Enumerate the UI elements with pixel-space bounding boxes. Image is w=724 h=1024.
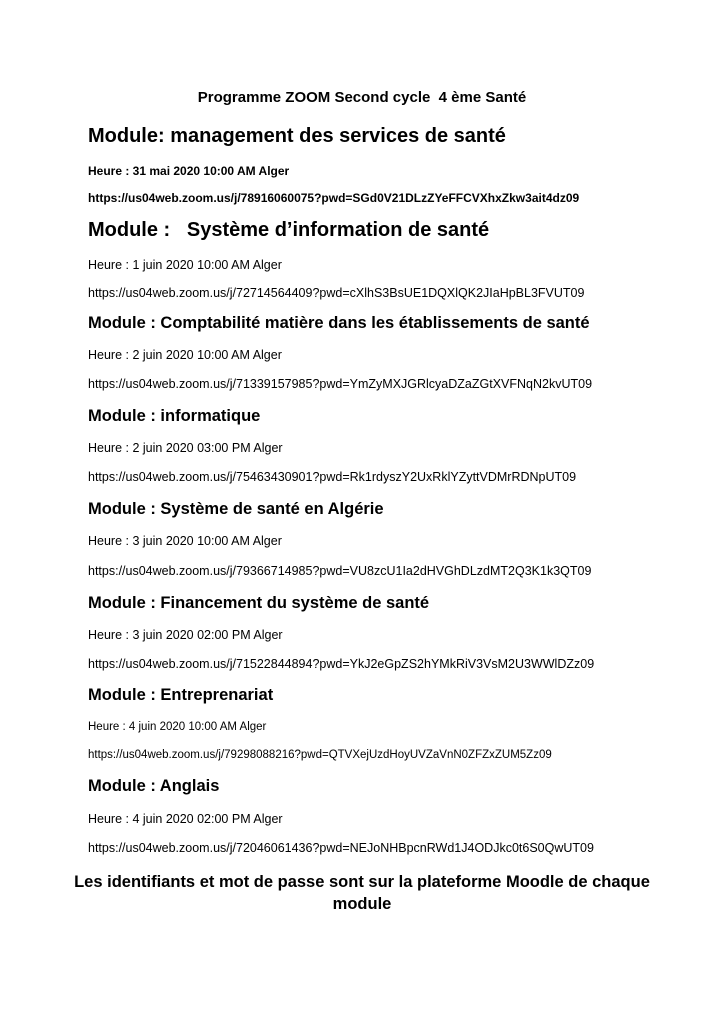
module-title-systeme-information: Module : Système d’information de santé <box>88 219 490 241</box>
module-title-entreprenariat: Module : Entreprenariat <box>88 686 274 704</box>
module-time-systeme-sante-algerie: Heure : 3 juin 2020 10:00 AM Alger <box>88 534 282 548</box>
module-title-anglais: Module : Anglais <box>88 777 220 795</box>
module-link-financement[interactable]: https://us04web.zoom.us/j/71522844894?pwd=YkJ2eGpZS2hYMkRiV3VsM2U3WWlDZz09 <box>88 657 595 671</box>
module-title-informatique: Module : informatique <box>88 407 261 425</box>
module-title-systeme-sante-algerie: Module : Système de santé en Algérie <box>88 500 384 518</box>
module-time-anglais: Heure : 4 juin 2020 02:00 PM Alger <box>88 812 283 826</box>
module-time-management: Heure : 31 mai 2020 10:00 AM Alger <box>88 164 290 178</box>
module-time-comptabilite: Heure : 2 juin 2020 10:00 AM Alger <box>88 348 282 362</box>
module-time-informatique: Heure : 2 juin 2020 03:00 PM Alger <box>88 441 283 455</box>
module-time-systeme-information: Heure : 1 juin 2020 10:00 AM Alger <box>88 258 282 272</box>
module-link-informatique[interactable]: https://us04web.zoom.us/j/75463430901?pwd=Rk1rdyszY2UxRklYZyttVDMrRDNpUT09 <box>88 470 577 484</box>
footer-note: Les identifiants et mot de passe sont sur la plateforme Moodle de chaque module <box>74 873 650 914</box>
module-link-entreprenariat[interactable]: https://us04web.zoom.us/j/79298088216?pwd=QTVXejUzdHoyUVZaVnN0ZFZxZUM5Zz09 <box>88 749 552 761</box>
module-link-comptabilite[interactable]: https://us04web.zoom.us/j/71339157985?pwd=YmZyMXJGRlcyaDZaZGtXVFNqN2kvUT09 <box>88 377 593 391</box>
module-link-systeme-information[interactable]: https://us04web.zoom.us/j/72714564409?pwd=cXlhS3BsUE1DQXlQK2JIaHpBL3FVUT09 <box>88 286 585 300</box>
document-title: Programme ZOOM Second cycle 4 ème Santé <box>197 89 527 106</box>
module-title-comptabilite: Module : Comptabilité matière dans les établissements de santé <box>88 314 590 332</box>
module-link-anglais[interactable]: https://us04web.zoom.us/j/72046061436?pwd=NEJoNHBpcnRWd1J4ODJkc0t6S0QwUT09 <box>88 841 594 855</box>
module-title-management: Module: management des services de santé <box>88 125 506 147</box>
module-title-financement: Module : Financement du système de santé <box>88 594 430 612</box>
module-link-management[interactable]: https://us04web.zoom.us/j/78916060075?pwd=SGd0V21DLzZYeFFCVXhxZkw3ait4dz09 <box>88 191 580 205</box>
module-link-systeme-sante-algerie[interactable]: https://us04web.zoom.us/j/79366714985?pwd=VU8zcU1Ia2dHVGhDLzdMT2Q3K1k3QT09 <box>88 564 592 578</box>
module-time-entreprenariat: Heure : 4 juin 2020 10:00 AM Alger <box>88 721 267 733</box>
module-time-financement: Heure : 3 juin 2020 02:00 PM Alger <box>88 628 283 642</box>
